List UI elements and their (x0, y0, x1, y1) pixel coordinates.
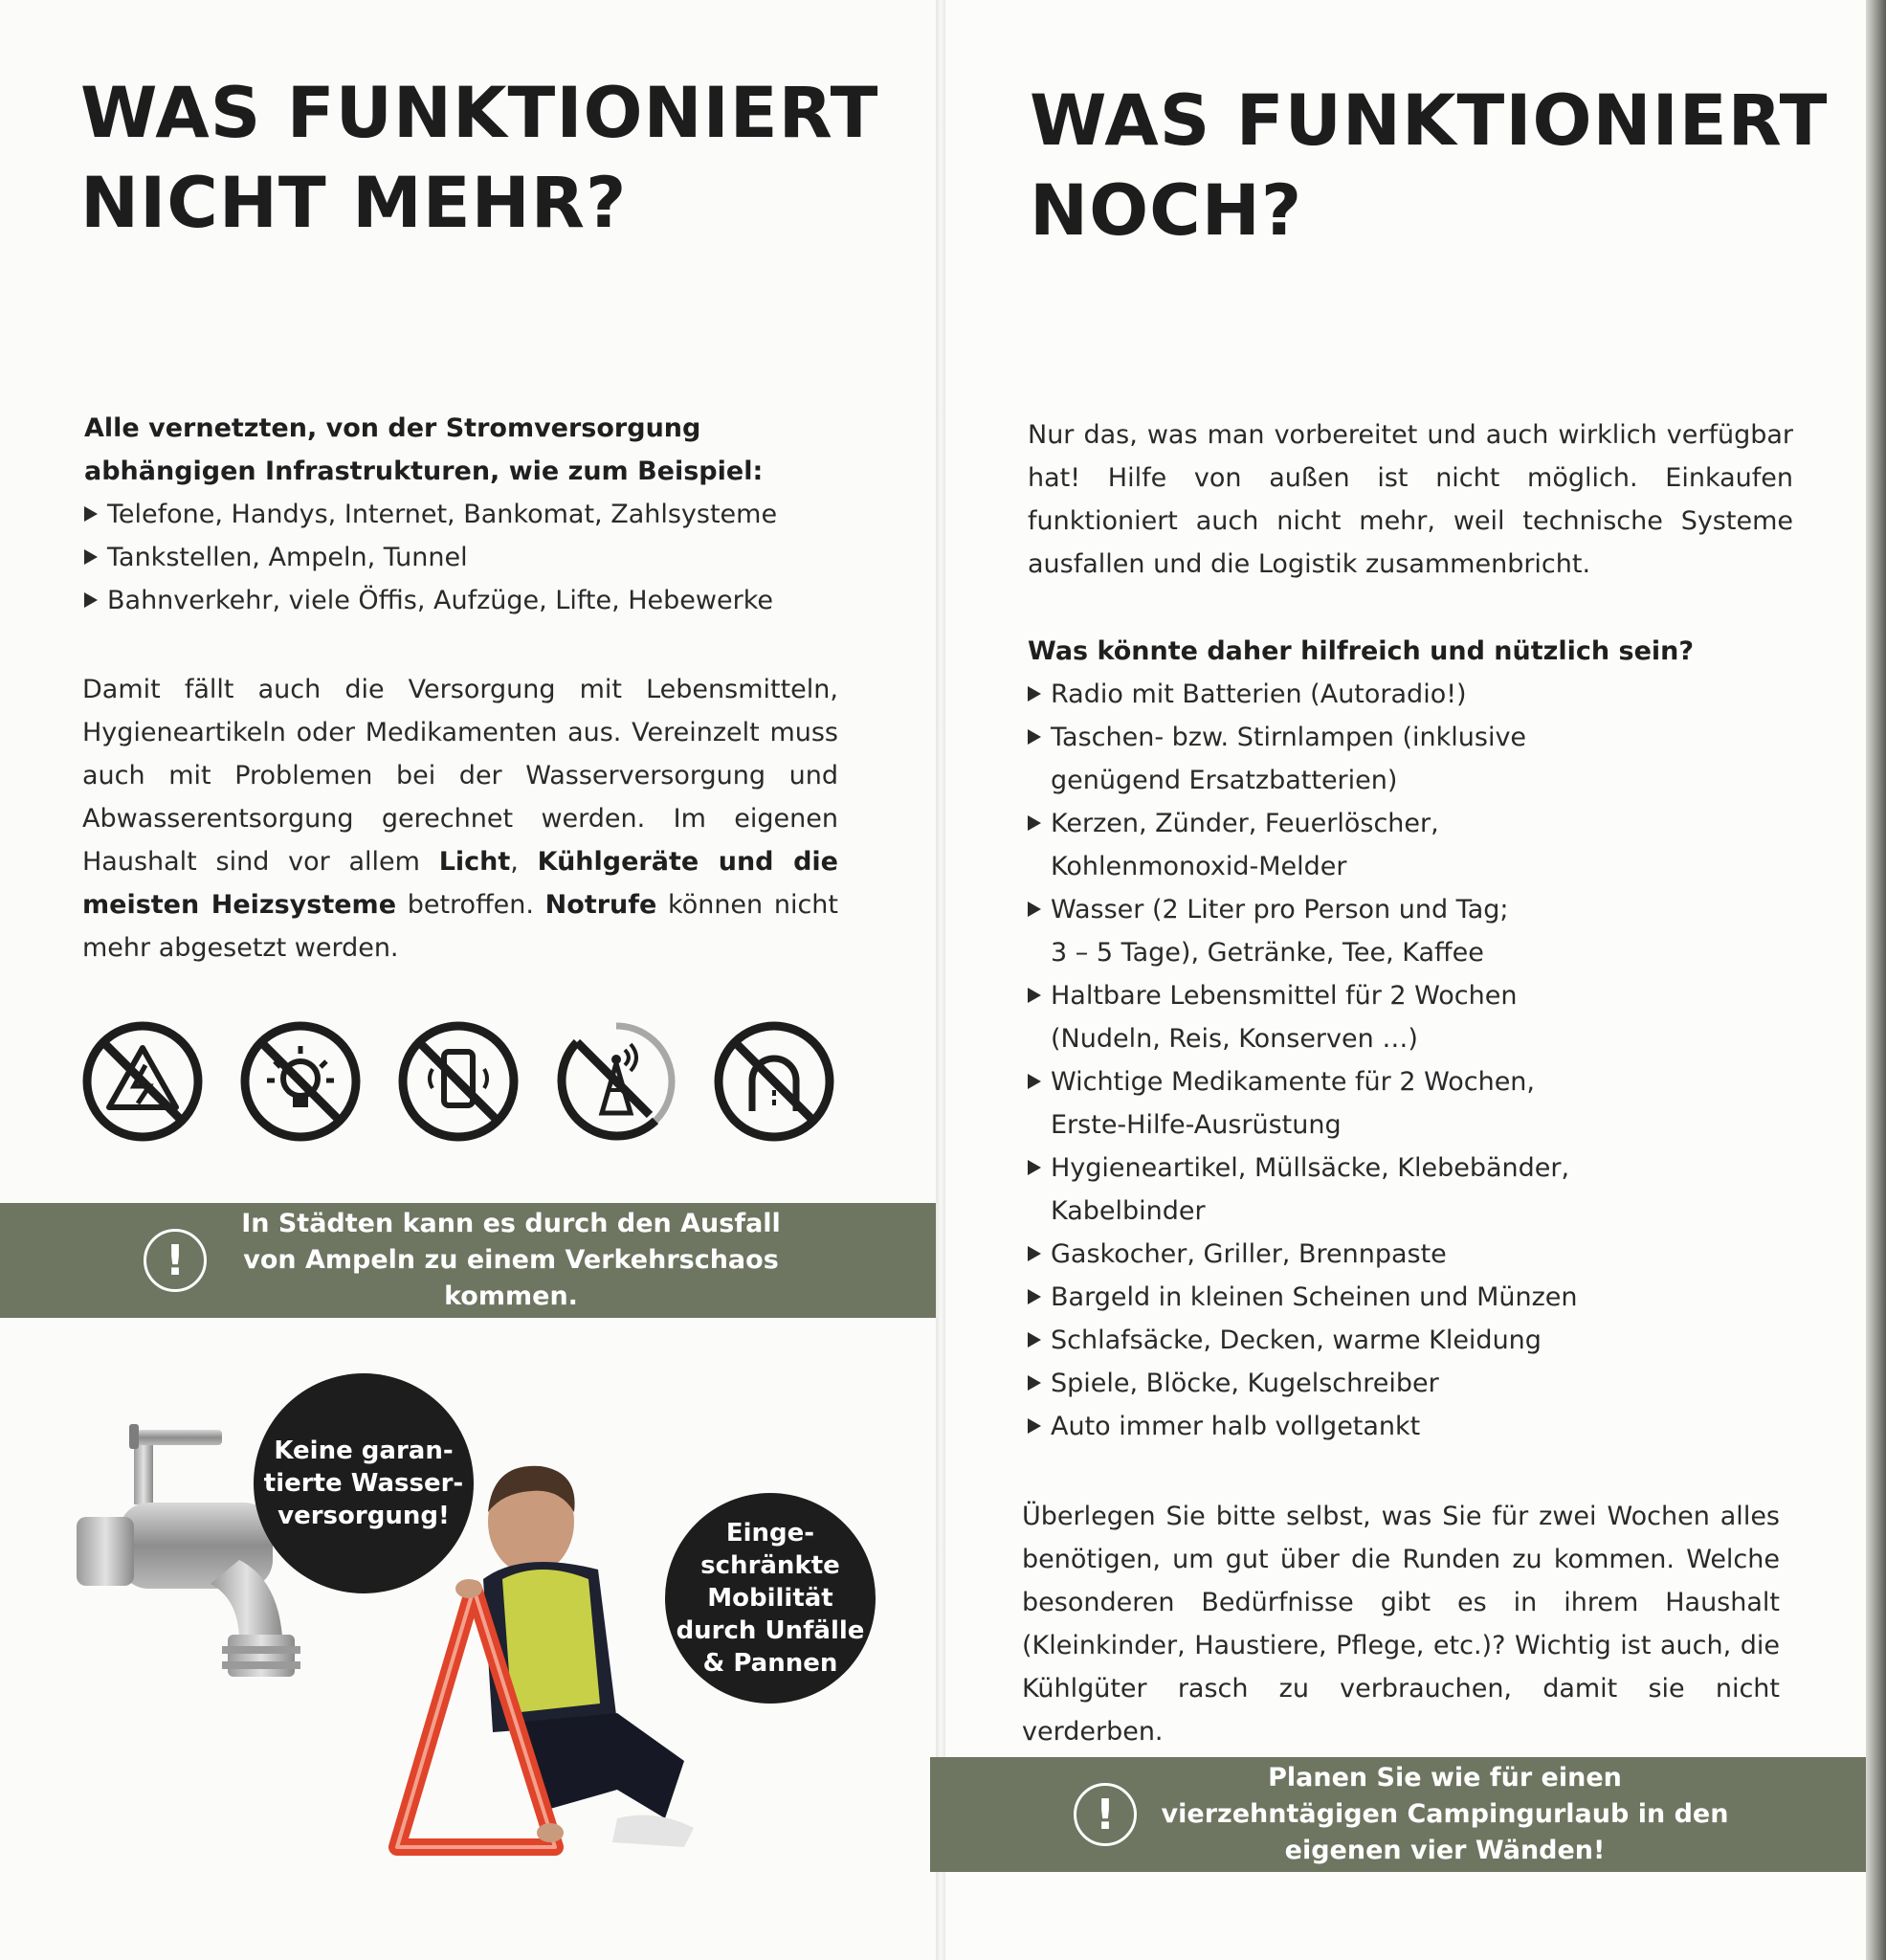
banner-text: In Städten kann es durch den Ausfall von Ampeln zu einem Verkehrschaos kommen. (241, 1209, 781, 1311)
list-item: Gaskocher, Griller, Brennpaste (1028, 1233, 1812, 1276)
list-item: Tankstellen, Ampeln, Tunnel (84, 536, 850, 579)
left-heading: WAS FUNKTIONIERT NICHT MEHR? (80, 73, 879, 244)
exclamation-icon: ! (1074, 1783, 1137, 1846)
paragraph-bold-light: Licht (438, 847, 511, 877)
right-question: Was könnte daher hilfreich und nützlich sein? (1028, 636, 1695, 666)
right-closing: Überlegen Sie bitte selbst, was Sie für zwei Wochen alles benötigen, um gut über die Runden zu kommen. Welche besonderen Bedürfnisse gibt es in ihrem Haushalt (Kleinkinder, Haustiere, Pflege, etc.)? Wichtig ist auch, die Kühlgüter rasch zu verbrauchen, damit sie nicht verderben. (1022, 1502, 1780, 1747)
no-network-icon (554, 1019, 678, 1144)
paragraph-bold-emergency: Notrufe (544, 890, 657, 920)
list-item: Haltbare Lebensmittel für 2 Wochen (Nudeln, Reis, Konserven …) (1028, 974, 1525, 1060)
page-fold (936, 0, 945, 1960)
water-supply-bubble: Keine garan- tierte Wasser- versorgung! (254, 1373, 474, 1593)
camping-banner (930, 1757, 1866, 1872)
left-intro: Alle vernetzten, von der Stromversorgung abhängigen Infrastrukturen, wie zum Beispiel: (84, 413, 764, 486)
left-paragraph (82, 668, 838, 969)
paragraph-text: Damit fällt auch die Versorgung mit Lebensmitteln, Hygieneartikeln oder Medikamenten aus. Vereinzelt muss auch mit Problemen bei der Wasserversorgung und Abwasserentsorgung gerechnet werden. Im eigenen Haushalt sind vor allem (82, 675, 838, 877)
traffic-chaos-banner (0, 1203, 936, 1318)
left-list (84, 493, 850, 622)
right-list (1028, 673, 1812, 1448)
right-panel (945, 0, 1866, 1960)
paragraph-bold-appliances: Kühlgeräte und die meisten Heizsysteme (82, 847, 838, 920)
mobility-bubble: Einge- schränkte Mobilität durch Unfälle & Pannen (665, 1493, 876, 1704)
list-item: Wasser (2 Liter pro Person und Tag; 3 – 5 Tage), Getränke, Tee, Kaffee (1028, 888, 1525, 974)
list-item: Spiele, Blöcke, Kugelschreiber (1028, 1362, 1812, 1405)
right-list-block (1028, 630, 1812, 1448)
right-heading: WAS FUNKTIONIERT NOCH? (1030, 80, 1829, 252)
page-edge (1866, 0, 1886, 1960)
list-item: Auto immer halb vollgetankt (1028, 1405, 1812, 1448)
paragraph-text: können nicht mehr abgesetzt werden. (82, 890, 839, 963)
exclamation-icon: ! (144, 1229, 207, 1292)
no-electricity-icon (80, 1019, 205, 1144)
list-item: Radio mit Batterien (Autoradio!) (1028, 673, 1525, 716)
list-item: Taschen- bzw. Stirnlampen (inklusive genügend Ersatzbatterien) (1028, 716, 1659, 802)
list-item: Bargeld in kleinen Scheinen und Münzen (1028, 1276, 1812, 1319)
no-phone-icon (396, 1019, 521, 1144)
right-intro: Nur das, was man vorbereitet und auch wirklich verfügbar hat! Hilfe von außen ist nicht möglich. Einkaufen funktioniert auch nicht mehr, weil technische Systeme ausfallen und die Logistik zusammenbricht. (1028, 420, 1793, 579)
banner-text: Planen Sie wie für einen vierzehntägigen Campingurlaub in den eigenen vier Wänden! (1161, 1763, 1729, 1865)
no-tunnel-icon (712, 1019, 836, 1144)
left-intro-block (84, 407, 850, 622)
left-panel (0, 0, 936, 1960)
list-item: Telefone, Handys, Internet, Bankomat, Zahlsysteme (84, 493, 850, 536)
list-item: Kerzen, Zünder, Feuerlöscher, Kohlenmonoxid-Melder (1028, 802, 1439, 888)
list-item: Bahnverkehr, viele Öffis, Aufzüge, Lifte, Hebewerke (84, 579, 850, 622)
list-item: Wichtige Medikamente für 2 Wochen, Erste-Hilfe-Ausrüstung (1028, 1060, 1544, 1147)
paragraph-text: betroffen. (396, 890, 545, 920)
paragraph-text: , (510, 847, 538, 877)
list-item: Schlafsäcke, Decken, warme Kleidung (1028, 1319, 1812, 1362)
list-item: Hygieneartikel, Müllsäcke, Klebebänder, Kabelbinder (1028, 1147, 1573, 1233)
prohibition-icons-row (80, 1019, 846, 1144)
no-light-icon (238, 1019, 363, 1144)
